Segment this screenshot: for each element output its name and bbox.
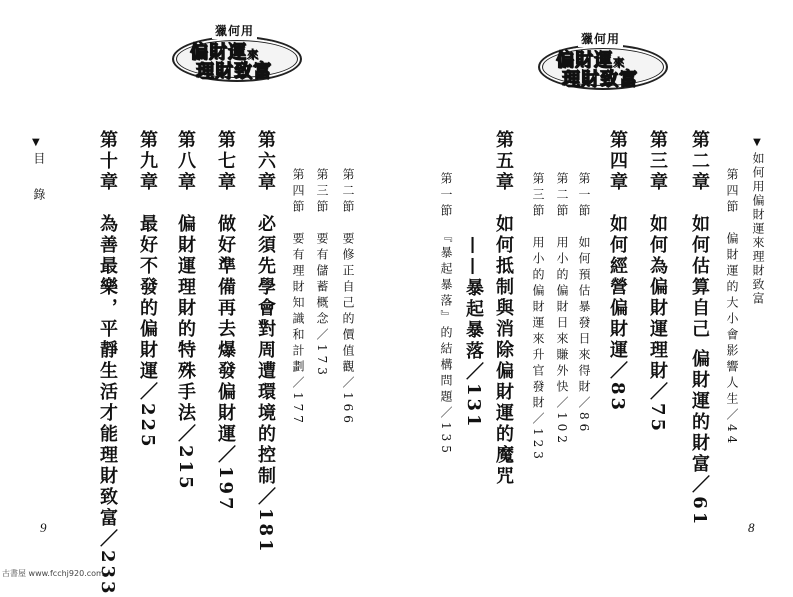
- toc-chapter-continued[interactable]: ——暴起暴落／131: [463, 236, 484, 430]
- arrow-down-icon: ▼: [753, 137, 763, 148]
- right-page: [396, 0, 793, 582]
- toc-header: [32, 138, 46, 206]
- toc-entry[interactable]: 第一節 『暴起暴落』的結構問題／135: [439, 172, 453, 457]
- logo-line1-small: 來: [613, 56, 625, 69]
- toc-entry[interactable]: 第四節 要有理財知識和計劃／177: [291, 168, 305, 427]
- left-page: [0, 0, 396, 597]
- toc-chapter[interactable]: 第五章 如何抵制與消除偏財運的魔咒: [493, 130, 514, 487]
- logo-line2: 理財致富: [562, 69, 638, 90]
- arrow-down-icon: ▼: [32, 137, 46, 148]
- book-logo: [538, 30, 668, 90]
- toc-entry[interactable]: 第一節 如何預估暴發日來得財／86: [577, 172, 591, 436]
- logo-top-text: 獵何用: [578, 30, 623, 47]
- toc-chapter[interactable]: 第十章 為善最樂，平靜生活才能理財致富／233: [97, 130, 118, 597]
- toc-chapter[interactable]: 第七章 做好準備再去爆發偏財運／197: [215, 130, 236, 513]
- toc-chapter[interactable]: 第二章 如何估算自己 偏財運的財富／61: [689, 130, 710, 528]
- page-number: 9: [40, 520, 47, 535]
- logo-line1-text: 偏財運: [190, 42, 247, 63]
- logo-top-text: 獵何用: [212, 22, 257, 39]
- logo-line1-text: 偏財運: [556, 50, 613, 71]
- toc-header-text: 目 錄: [31, 152, 46, 206]
- toc-chapter[interactable]: 第八章 偏財運理財的特殊手法／215: [175, 130, 196, 492]
- book-logo: [172, 22, 302, 82]
- toc-entry[interactable]: 第二節 用小的偏財日來賺外快／102: [555, 172, 569, 447]
- watermark: 古書屋 www.fcchj920.com: [2, 569, 104, 578]
- toc-chapter[interactable]: 第九章 最好不發的偏財運／225: [137, 130, 158, 450]
- book-title-header-text: 如何用偏財運來理財致富: [751, 152, 765, 306]
- toc-entry[interactable]: 第三節 用小的偏財運來升官發財／123: [531, 172, 545, 463]
- logo-line2: 理財致富: [196, 61, 272, 82]
- toc-entry[interactable]: 第二節 要修正自己的價值觀／166: [341, 168, 355, 427]
- toc-chapter[interactable]: 第四章 如何經營偏財運／83: [607, 130, 628, 414]
- page-number: 8: [748, 520, 755, 535]
- toc-chapter[interactable]: 第六章 必須先學會對周遭環境的控制／181: [255, 130, 276, 555]
- toc-entry[interactable]: 第四節 偏財運的大小會影響人生／44: [725, 168, 739, 448]
- logo-line1-small: 來: [247, 48, 259, 61]
- book-title-header: [752, 138, 764, 306]
- toc-entry[interactable]: 第三節 要有儲蓄概念／173: [315, 168, 329, 379]
- toc-chapter[interactable]: 第三章 如何為偏財運理財／75: [647, 130, 668, 435]
